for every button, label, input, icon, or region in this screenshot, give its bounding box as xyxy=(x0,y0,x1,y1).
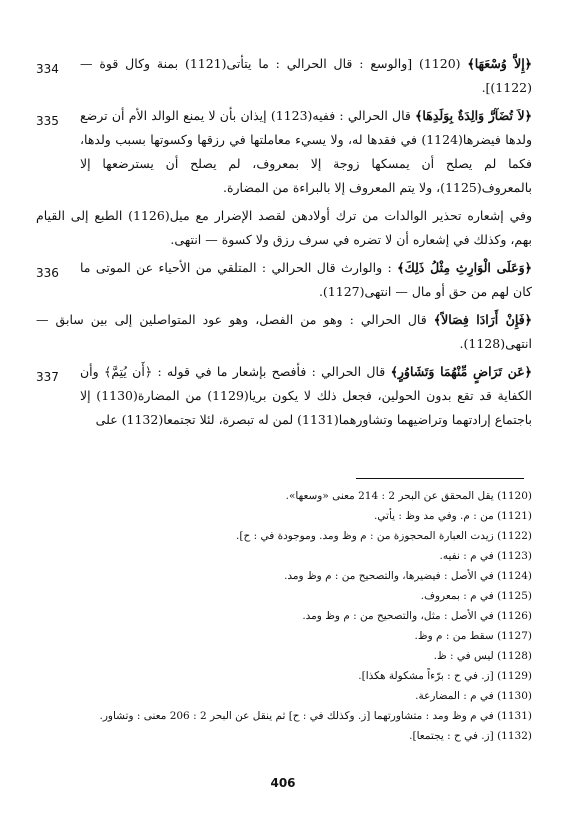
footnote-text: في م : بمعروف. xyxy=(420,590,494,602)
footnote-ref: (1127) xyxy=(497,630,532,642)
footnote-text: يقل المحقق عن البحر 2 : 214 معنى «وسعها». xyxy=(285,490,494,502)
footnote xyxy=(36,586,532,606)
page-number: 406 xyxy=(270,776,296,790)
quran-quote: ﴿إِلاَّ وُسْعَهَا﴾ xyxy=(467,56,532,71)
footnote-text: في الأصل : مثل، والتصحيح من : م وظ ومد. xyxy=(302,610,494,622)
footnote-text: من : م. وفي مد وظ : يأتي. xyxy=(373,510,494,522)
footnote-separator xyxy=(356,478,524,479)
footnote xyxy=(36,566,532,586)
footnote-ref: (1129) xyxy=(497,670,532,682)
footnote xyxy=(36,546,532,566)
footnote-ref: (1123) xyxy=(497,550,532,562)
footnote-ref: (1126) xyxy=(497,610,532,622)
footnote-ref: (1121) xyxy=(497,510,532,522)
footnote-ref: (1130) xyxy=(497,690,532,702)
entry-number: 334 xyxy=(36,62,59,76)
footnote-ref: (1122) xyxy=(497,530,532,542)
footnote xyxy=(36,606,532,626)
entry-336-continuation xyxy=(36,308,532,356)
quran-quote: ﴿وَعَلَى الْوَارِثِ مِثْلُ ذَلِكَ﴾ xyxy=(397,260,532,275)
entry-paragraph xyxy=(80,52,532,100)
quran-quote: ﴿لاَ تُضَآرَّ وَالِدَةٌ بِوَلَدِهَا﴾ xyxy=(415,108,532,123)
entry-text: قال الحرالي : وهو من الفصل، وهو عود المتواصلين إلى بين سابق — انتهى(1128). xyxy=(36,312,532,351)
footnote xyxy=(36,666,532,686)
footnote xyxy=(36,686,532,706)
main-text xyxy=(36,52,532,436)
footnote-text: ليس في : ظ. xyxy=(433,650,494,662)
entry-text: : والوارث قال الحرالي : المتلقي من الأحياء عن الموتى ما كان لهم من حق أو مال — انتهى(1127). xyxy=(80,260,532,299)
entry-number: 337 xyxy=(36,370,59,384)
footnote xyxy=(36,706,532,726)
footnote-text: زيدت العبارة المحجوزة من : م وظ ومد. وموجودة في : ح]. xyxy=(236,530,494,542)
footnote-ref: (1124) xyxy=(497,570,532,582)
entry-334 xyxy=(36,52,532,100)
footnote-text: في م : المضارعة. xyxy=(415,690,494,702)
quran-quote: ﴿عَن تَرَاضٍ مِّنْهُمَا وَتَشَاوُرٍ﴾ xyxy=(390,364,532,379)
entry-335-continuation: وفي إشعاره تحذير الوالدات من ترك أولادهن لقصد الإضرار مع ميل(1126) الطبع إلى القيام بهم، وكذلك في إشعاره أن لا تضره في سرف رزق ولا كسوة — انتهى. xyxy=(36,208,532,247)
entry-text: قال الحرالي : ففيه(1123) إيذان بأن لا يمنع الوالد الأم أن ترضع ولدها فيضرها(1124) في فقدها له، ولا يسيء معاملتها في رزقها وكسوتها بسبب ولدها، فكما لم يصلح أن يمسكها زوجة إلا بمعروف، لم يصلح أن يسترضعها إلا بالمعروف(1125)، ولا يتم المعروف إلا بالبراءة من المضارة. xyxy=(80,108,532,195)
footnote-text: سقط من : م وظ. xyxy=(414,630,494,642)
footnote-text: في م وظ ومد : متشاورتهما [ز. وكذلك في : ح] ثم ينقل عن البحر 2 : 206 معنى : وتشاور. xyxy=(99,710,494,722)
entry-paragraph xyxy=(80,256,532,304)
entry-number: 336 xyxy=(36,266,59,280)
footnote xyxy=(36,506,532,526)
entry-paragraph xyxy=(80,104,532,200)
entry-text: قال الحرالي : فأفصح بإشعار ما في قوله : ﴿أَن يُتِمَّ﴾ وأن الكفاية قد تقع بدون الحولين، فجعل ذلك لا يكون بريا(1129) من المضارة(1130) إلا باجتماع إرادتهما وتراضيهما وتشاورهما(1131) لمن له تبصرة، لئلا تجتمعا(1132) على xyxy=(80,364,533,427)
footnote xyxy=(36,626,532,646)
entry-336 xyxy=(36,256,532,304)
footnotes xyxy=(36,486,532,746)
footnote-ref: (1120) xyxy=(497,490,532,502)
footnote-ref: (1128) xyxy=(497,650,532,662)
entry-paragraph xyxy=(80,360,532,432)
quran-quote: ﴿فَإِنْ أَرَادَا فِصَالاً﴾ xyxy=(433,312,532,327)
footnote-text: في الأصل : فيضيرها، والتصحيح من : م وظ ومد. xyxy=(284,570,494,582)
footnote-text: [ز. في ح : يجتمعا]. xyxy=(409,730,494,742)
entry-number: 335 xyxy=(36,114,59,128)
entry-text: (1120) [والوسع : قال الحرالي : ما يتأتى(1121) بمنة وكال قوة — (1122)]. xyxy=(80,56,532,95)
footnote-ref: (1125) xyxy=(497,590,532,602)
footnote xyxy=(36,486,532,506)
footnote-text: [ز. في ح : برّءاً مشكولة هكذا]. xyxy=(358,670,494,682)
footnote-ref: (1132) xyxy=(497,730,532,742)
footnote xyxy=(36,526,532,546)
footnote xyxy=(36,646,532,666)
entry-337 xyxy=(36,360,532,432)
footnote-text: في م : نفيه. xyxy=(439,550,494,562)
entry-335 xyxy=(36,104,532,200)
footnote xyxy=(36,726,532,746)
footnote-ref: (1131) xyxy=(497,710,532,722)
